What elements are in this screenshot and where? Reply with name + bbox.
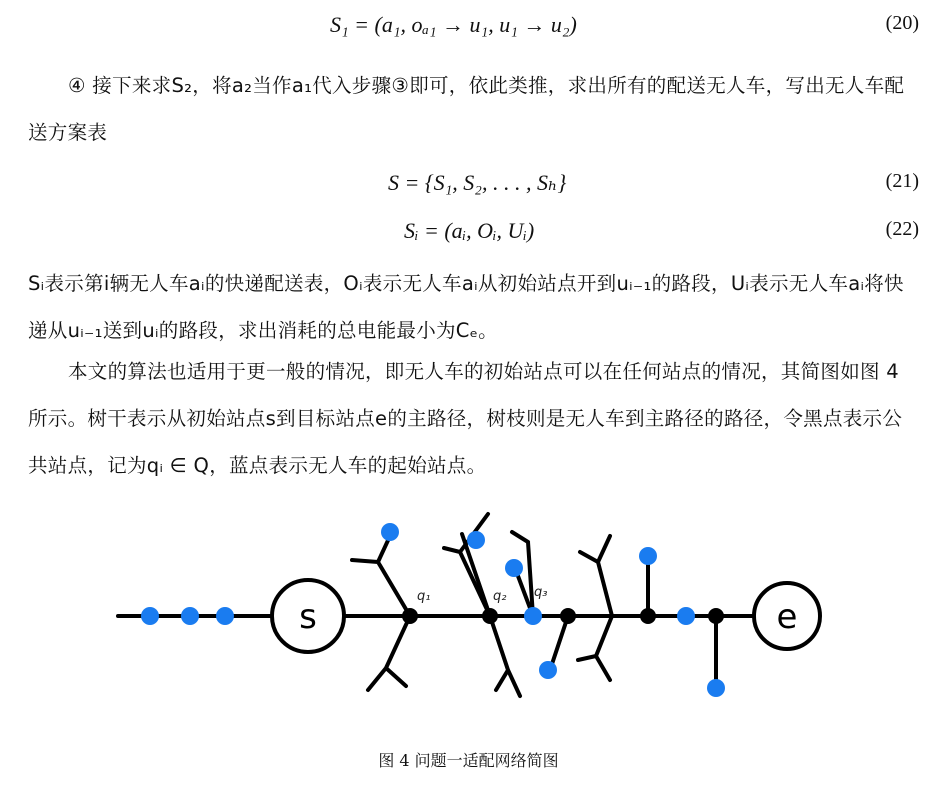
public-node — [708, 608, 724, 624]
equation-20-text: S₁ = (a₁, oₐ₁ → u₁, u₁ → u₂) — [330, 12, 577, 37]
vehicle-start-node — [216, 607, 234, 625]
public-node-q1 — [402, 608, 418, 624]
equation-22-number: (22) — [885, 218, 919, 240]
equation-21-text: S = {S₁, S₂, . . . , Sₕ} — [388, 170, 567, 195]
public-node — [560, 608, 576, 624]
vehicle-start-node — [141, 607, 159, 625]
paragraph-general-case: 本文的算法也适用于更一般的情况，即无人车的初始站点可以在任何站点的情况，其简图如图 4 所示。树干表示从初始站点s到目标站点e的主路径，树枝则是无人车到主路径的路径，令黑点表示公共站点，记为qᵢ ∈ Q，蓝点表示无人车的起始站点。 — [28, 360, 903, 477]
branch-q1-down — [368, 616, 410, 690]
equation-22-text: Sᵢ = (aᵢ, Oᵢ, Uᵢ) — [404, 218, 535, 243]
equation-21-number: (21) — [885, 170, 919, 192]
vehicle-start-node — [181, 607, 199, 625]
vehicle-start-node — [505, 559, 523, 577]
equation-22 — [0, 214, 937, 250]
vehicle-start-node — [381, 523, 399, 541]
vehicle-start-node — [707, 679, 725, 697]
start-node-label: s — [299, 597, 317, 637]
equation-21 — [0, 166, 937, 202]
node-label-q3: q₃ — [534, 585, 548, 600]
public-node-q2 — [482, 608, 498, 624]
node-label-q1: q₁ — [417, 589, 431, 604]
equation-20-number: (20) — [885, 12, 919, 34]
branch-q4-down — [550, 616, 568, 670]
vehicle-start-node — [639, 547, 657, 565]
equation-20 — [0, 8, 937, 44]
vehicle-start-node — [467, 531, 485, 549]
paragraph-definitions: Sᵢ表示第i辆无人车aᵢ的快递配送表，Oᵢ表示无人车aᵢ从初始站点开到uᵢ₋₁的路段，Uᵢ表示无人车aᵢ将快递从uᵢ₋₁送到uᵢ的路段，求出消耗的总电能最小为Cₑ。 — [28, 272, 904, 342]
paragraph-step-4: ④ 接下来求S₂，将a₂当作a₁代入步骤③即可，依此类推，求出所有的配送无人车，写出无人车配送方案表 — [28, 74, 905, 144]
end-node-label: e — [776, 597, 798, 637]
public-node — [640, 608, 656, 624]
branch-right-up — [580, 536, 612, 616]
figure-caption: 图 4 问题一适配网络简图 — [378, 751, 559, 770]
branch-q1-up — [352, 536, 410, 616]
vehicle-start-node — [539, 661, 557, 679]
node-label-q2: q₂ — [493, 589, 507, 604]
branch-q2-down — [490, 616, 520, 696]
network-diagram — [0, 500, 937, 740]
vehicle-start-node-q3 — [524, 607, 542, 625]
vehicle-start-node — [677, 607, 695, 625]
branch-right-down — [578, 616, 612, 680]
